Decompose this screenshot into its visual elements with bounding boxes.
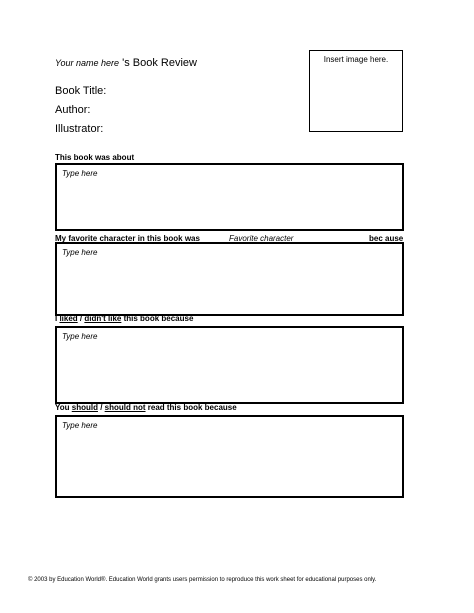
image-placeholder-label: Insert image here. [323,55,389,64]
about-placeholder: Type here [62,169,98,178]
should-placeholder: Type here [62,421,98,430]
favorite-because: bec ause [369,234,404,243]
should-not-option: should not [104,403,146,412]
liked-prefix: I [55,314,60,323]
should-suffix: read this book because [145,403,237,412]
title-suffix: 's Book Review [122,57,197,69]
about-prompt: This book was about [55,153,135,162]
copyright-footer: © 2003 by Education World®. Education World grants users permission to reproduce this work sheet for educational purposes only. [28,577,377,583]
image-placeholder-box[interactable] [309,50,403,132]
favorite-placeholder: Type here [62,248,98,257]
should-text-box[interactable] [55,415,404,498]
liked-prompt [55,314,193,323]
should-prefix: You [55,403,72,412]
name-placeholder[interactable]: Your name here [55,58,120,68]
about-text-box[interactable] [55,163,404,231]
liked-placeholder: Type here [62,332,98,341]
should-option: should [71,403,98,412]
book-title-label: Book Title: [55,85,107,97]
author-label: Author: [55,104,91,116]
didnt-like-option: didn't like [84,314,122,323]
liked-option: liked [59,314,78,323]
favorite-character-field[interactable]: Favorite character [229,234,294,243]
liked-text-box[interactable] [55,326,404,404]
review-title [55,57,197,69]
should-prompt [55,403,237,412]
liked-slash: / [77,314,85,323]
illustrator-label: Illustrator: [55,123,104,135]
favorite-text-box[interactable] [55,242,404,316]
should-slash: / [97,403,105,412]
liked-suffix: this book because [121,314,194,323]
favorite-prompt: My favorite character in this book was [55,234,200,243]
